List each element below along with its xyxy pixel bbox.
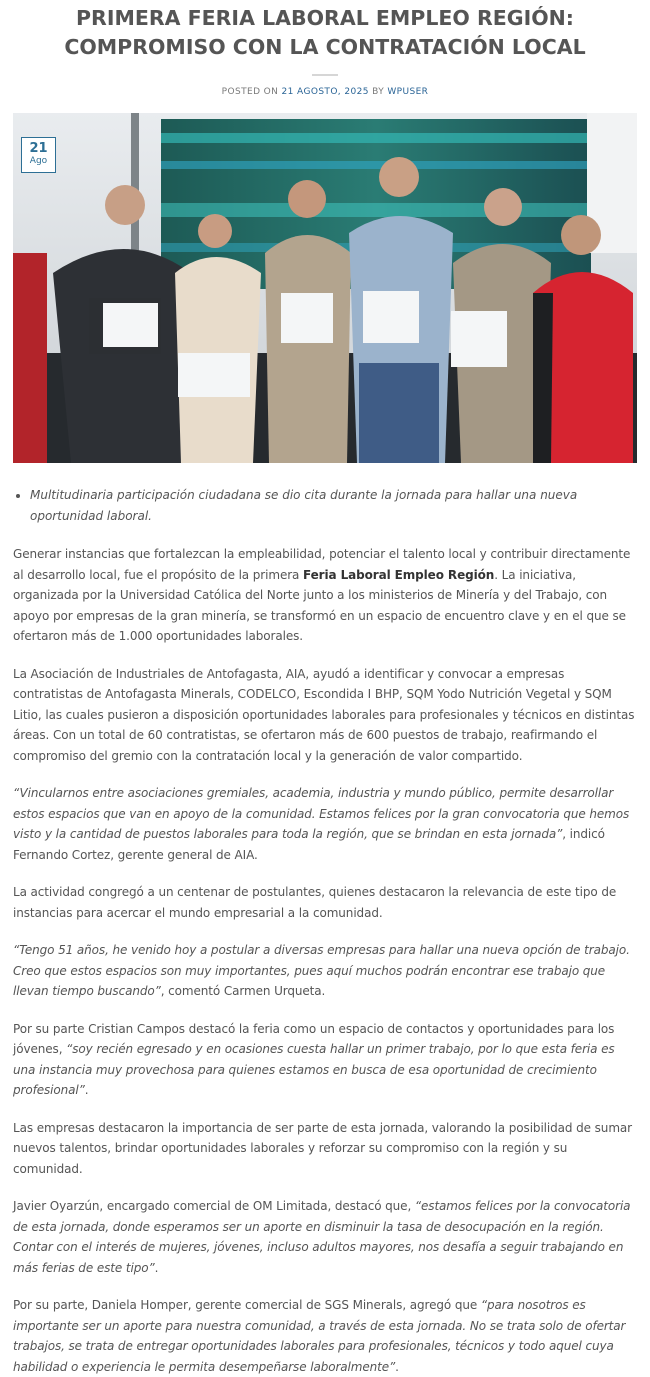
posted-on-label: POSTED ON — [221, 87, 279, 97]
p6-tail: . — [84, 1083, 89, 1097]
paragraph-3 — [13, 783, 637, 865]
p8-tail: . — [154, 1260, 159, 1275]
date-badge-day: 21 — [29, 141, 48, 156]
post-content — [0, 485, 650, 1377]
date-badge-month: Ago — [29, 156, 48, 166]
post-author-link[interactable]: WPUSER — [387, 87, 429, 97]
featured-image — [13, 113, 637, 463]
paragraph-4: La actividad congregó a un centenar de postulantes, quienes destacaron la relevancia de este tipo de instancias para acercar el mundo empresarial a la comunidad. — [13, 885, 617, 920]
p6-lead: Por su parte Cristian Campos destacó la feria como un espacio de contactos y oportunidades para los jóvenes, — [13, 1021, 615, 1056]
paragraph-5 — [13, 940, 637, 1002]
post-meta — [0, 87, 650, 97]
p6-quote: “soy recién egresado y en ocasiones cuesta hallar un primer trabajo, por lo que esta feria es una instancia muy provechosa para quienes estamos en busca de esa oportunidad de crecimiento profesional” — [13, 1042, 615, 1097]
p9-quote: “para nosotros es importante ser un aporte para nuestra comunidad, a través de esta jornada. No se trata solo de ofertar trabajos, se trata de entregar oportunidades laborales para profesionales, técnicos y todo aquel cuya habilidad o experiencia le permita desempeñarse laboralmente” — [13, 1298, 626, 1374]
post-title — [0, 0, 650, 62]
paragraph-2: La Asociación de Industriales de Antofagasta, AIA, ayudó a identificar y convocar a empresas contratistas de Antofagasta Minerals, CODELCO, Escondida I BHP, SQM Yodo Nutrición Vegetal y SQM Litio, las cuales pusieron a disposición oportunidades laborales para profesionales y técnicos en distintas áreas. Con un total de 60 contratistas, se ofertaron más de 600 puestos de trabajo, reafirmando el compromiso del gremio con la contratación local y la generación de valor compartido. — [13, 666, 635, 763]
highlight-item: • Multitudinaria participación ciudadana se dio cita durante la jornada para hallar una nueva oportunidad laboral. — [30, 485, 637, 527]
p1-bold: Feria Laboral Empleo Región — [303, 567, 495, 582]
highlight-list — [13, 485, 637, 527]
by-label: BY — [372, 87, 385, 97]
date-badge — [21, 137, 56, 173]
post-date-link[interactable]: 21 AGOSTO, 2025 — [281, 87, 369, 97]
paragraph-9 — [13, 1295, 637, 1377]
paragraph-1 — [13, 544, 637, 647]
event-photo — [13, 113, 637, 463]
p3-quote: “Vincularnos entre asociaciones gremiales, academia, industria y mundo público, permite desarrollar estos espacios que van en apoyo de la comunidad. Estamos felices por la gran convocatoria que hemos visto y la cantidad de puestos laborales para toda la región, que se brindan en esta jornada” — [13, 786, 630, 841]
paragraph-6 — [13, 1019, 637, 1101]
title-divider — [312, 74, 338, 76]
p1-text-b: . La iniciativa, organizada por la Universidad Católica del Norte junto a los ministerios de Minería y del Trabajo, con apoyo por empresas de la gran minería, se transformó en un espacio de encuentro clave y en el que se ofertaron más de 1.000 oportunidades laborales. — [13, 567, 626, 643]
p5-tail: , comentó Carmen Urqueta. — [160, 984, 326, 998]
p9-tail: . — [395, 1359, 399, 1374]
p1-text-a: Generar instancias que fortalezcan la empleabilidad, potenciar el talento local y contribuir directamente al desarrollo local, fue el propósito de la primera — [13, 547, 631, 582]
p8-lead: Javier Oyarzún, encargado comercial de OM Limitada, destacó que, — [13, 1199, 415, 1213]
paragraph-7: Las empresas destacaron la importancia de ser parte de esta jornada, valorando la posibilidad de sumar nuevos talentos, brindar oportunidades laborales y reforzar su compromiso con la región y su comunidad. — [13, 1120, 632, 1176]
paragraph-8 — [13, 1196, 637, 1278]
p3-tail: , indicó Fernando Cortez, gerente general de AIA. — [13, 827, 605, 862]
p9-lead: Por su parte, Daniela Homper, gerente comercial de SGS Minerals, agregó que — [13, 1298, 481, 1312]
p5-quote: “Tengo 51 años, he venido hoy a postular a diversas empresas para hallar una nueva opción de trabajo. Creo que estos espacios son muy importantes, pues aquí muchos podrán encontrar ese trabajo que llevan tiempo buscando” — [13, 943, 630, 998]
post-title-line-1: PRIMERA FERIA LABORAL EMPLEO REGIÓN: — [76, 6, 574, 30]
p8-quote: “estamos felices por la convocatoria de esta jornada, donde esperamos ser un aporte en disminuir la tasa de desocupación en la región. Contar con el interés de mujeres, jóvenes, incluso adultos mayores, nos desafía a seguir trabajando en más ferias de este tipo” — [13, 1199, 631, 1275]
post-title-line-2: COMPROMISO CON LA CONTRATACIÓN LOCAL — [64, 35, 586, 59]
